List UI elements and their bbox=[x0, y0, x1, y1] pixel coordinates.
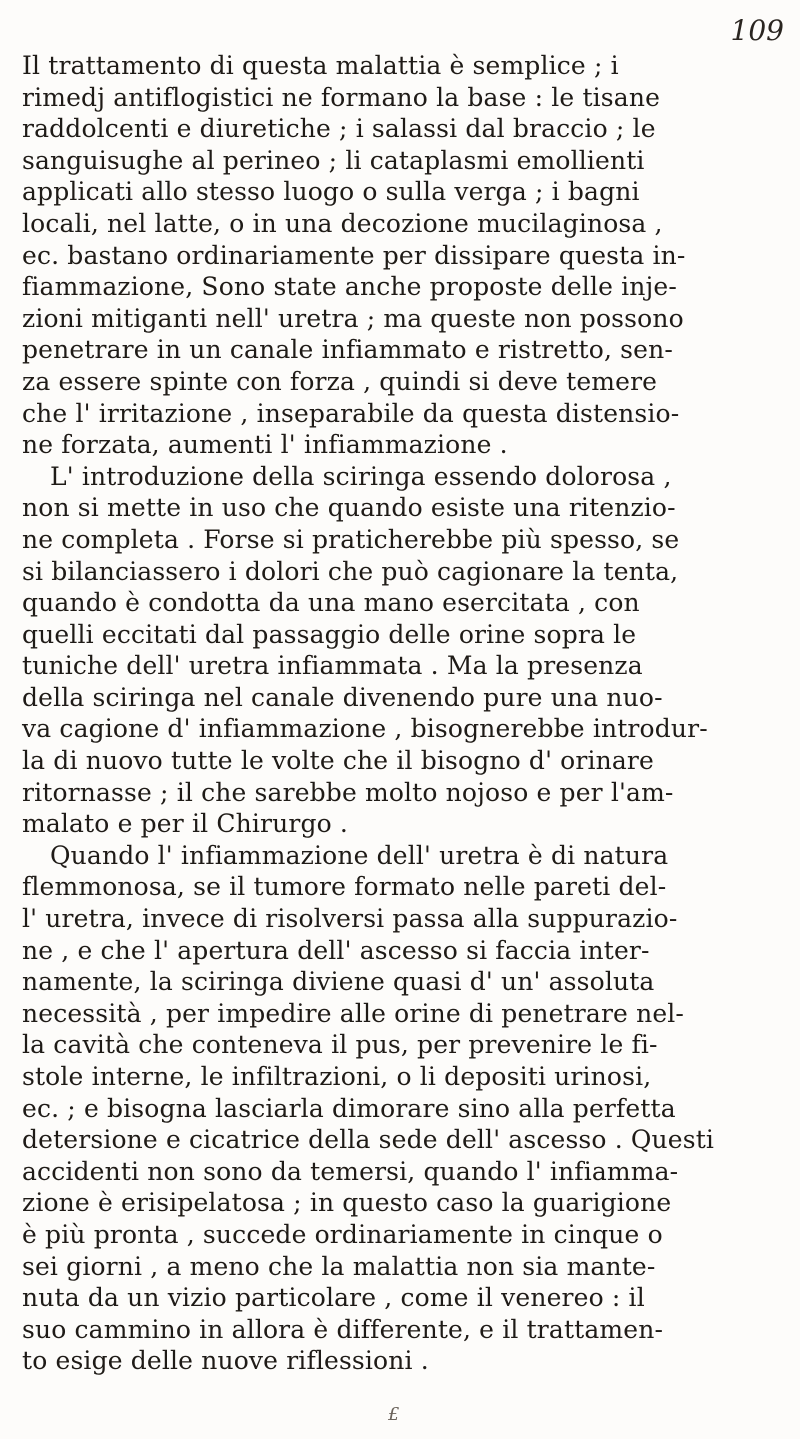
text-line: ec. bastano ordinariamente per dissipare questa in- bbox=[22, 240, 686, 270]
text-line: quelli eccitati dal passaggio delle orine sopra le bbox=[22, 619, 637, 649]
text-line: stole interne, le infiltrazioni, o li depositi urinosi, bbox=[22, 1062, 652, 1091]
text-line: nuta da un vizio particolare , come il venereo : il bbox=[22, 1283, 645, 1313]
text-line: namente, la sciringa diviene quasi d' un' assoluta bbox=[22, 967, 655, 997]
text-line: ne completa . Forse si praticherebbe più spesso, se bbox=[22, 524, 680, 554]
text-line: Il trattamento di questa malattia è semplice ; i bbox=[22, 51, 619, 80]
text-line: ec. ; e bisogna lasciarla dimorare sino alla perfetta bbox=[22, 1093, 676, 1123]
footer-mark: £ bbox=[388, 1404, 400, 1425]
text-line: zione è erisipelatosa ; in questo caso la guarigione bbox=[22, 1188, 672, 1218]
text-line: zioni mitiganti nell' uretra ; ma queste non possono bbox=[22, 303, 684, 333]
text-line: della sciringa nel canale divenendo pure una nuo- bbox=[22, 682, 663, 712]
text-line: quando è condotta da una mano esercitata , con bbox=[22, 588, 640, 618]
text-line: accidenti non sono da temersi, quando l' infiamma- bbox=[22, 1156, 679, 1186]
page-number: 109 bbox=[730, 14, 784, 47]
text-line: tuniche dell' uretra infiammata . Ma la presenza bbox=[22, 651, 643, 681]
text-line: raddolcenti e diuretiche ; i salassi dal braccio ; le bbox=[22, 114, 656, 144]
text-line: applicati allo stesso luogo o sulla verga ; i bagni bbox=[22, 177, 640, 207]
paragraph-start-line: L' introduzione della sciringa essendo dolorosa , bbox=[50, 461, 672, 491]
text-line: suo cammino in allora è differente, e il trattamen- bbox=[22, 1314, 664, 1344]
text-line: malato e per il Chirurgo . bbox=[22, 809, 349, 839]
text-line: detersione e cicatrice della sede dell' ascesso . Questi bbox=[22, 1125, 715, 1155]
text-line: penetrare in un canale infiammato e ristretto, sen- bbox=[22, 335, 673, 365]
text-line: la cavità che conteneva il pus, per prevenire le fi- bbox=[22, 1030, 658, 1060]
text-line: necessità , per impedire alle orine di penetrare nel- bbox=[22, 998, 685, 1028]
text-line: non si mette in uso che quando esiste una ritenzio- bbox=[22, 493, 676, 523]
text-line: che l' irritazione , inseparabile da questa distensio- bbox=[22, 398, 680, 428]
text-line: flemmonosa, se il tumore formato nelle pareti del- bbox=[22, 872, 667, 902]
text-line: locali, nel latte, o in una decozione mucilaginosa , bbox=[22, 208, 663, 238]
text-line: la di nuovo tutte le volte che il bisogno d' orinare bbox=[22, 746, 654, 776]
body-text bbox=[22, 50, 782, 1377]
text-line: to esige delle nuove riflessioni . bbox=[22, 1346, 429, 1376]
text-line: ritornasse ; il che sarebbe molto nojoso e per l'am- bbox=[22, 777, 674, 807]
text-line: sanguisughe al perineo ; li cataplasmi emollienti bbox=[22, 145, 645, 175]
text-line: è più pronta , succede ordinariamente in cinque o bbox=[22, 1219, 663, 1249]
text-line: za essere spinte con forza , quindi si deve temere bbox=[22, 366, 658, 396]
text-line: si bilanciassero i dolori che può cagionare la tenta, bbox=[22, 556, 679, 586]
text-line: fiammazione, Sono state anche proposte delle inje- bbox=[22, 272, 677, 302]
text-line: ne forzata, aumenti l' infiammazione . bbox=[22, 430, 508, 460]
text-line: va cagione d' infiammazione , bisognerebbe introdur- bbox=[22, 714, 708, 744]
text-line: rimedj antiflogistici ne formano la base : le tisane bbox=[22, 82, 661, 112]
text-line: sei giorni , a meno che la malattia non sia mante- bbox=[22, 1251, 656, 1281]
text-line: l' uretra, invece di risolversi passa alla suppurazio- bbox=[22, 904, 678, 934]
text-line: ne , e che l' apertura dell' ascesso si faccia inter- bbox=[22, 935, 650, 965]
paragraph-start-line: Quando l' infiammazione dell' uretra è di natura bbox=[50, 840, 669, 870]
